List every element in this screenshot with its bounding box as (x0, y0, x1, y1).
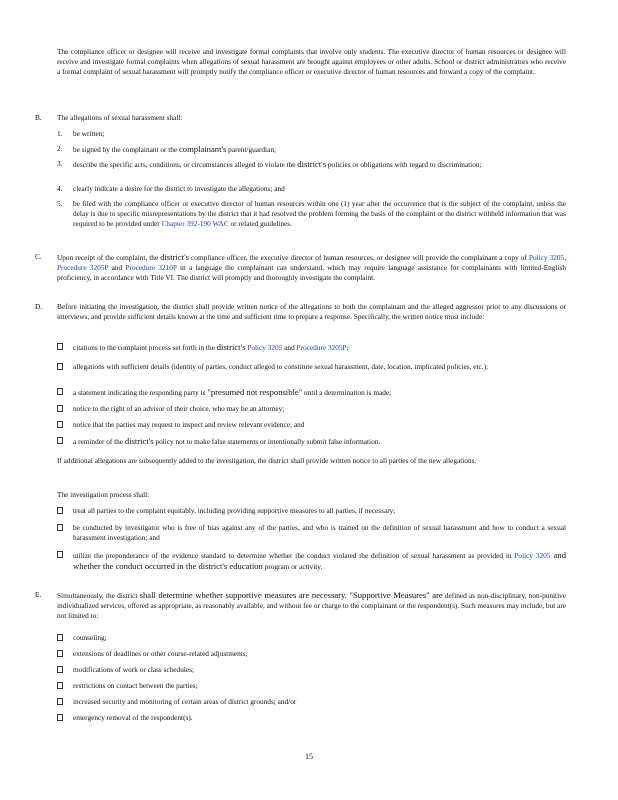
emphasis-run: district's (297, 159, 327, 169)
policy-3205-link[interactable]: Policy 3205 (514, 551, 551, 560)
list-item: be written; (73, 129, 105, 138)
text-run: until a determination is made; (302, 388, 392, 397)
section-c-paragraph (57, 252, 566, 283)
emphasis-run: district's (160, 252, 190, 262)
text-run: compliance officer, the executive director of human resources, or designee will provide the complainant a copy of (189, 253, 529, 262)
section-b-text: The allegations of sexual harassment shall: (57, 113, 183, 122)
bullet-icon (57, 507, 63, 514)
text-run: program or activity. (262, 562, 323, 571)
bullet-icon (57, 524, 63, 531)
bullet-icon (57, 698, 63, 705)
bullet-icon (57, 437, 63, 444)
section-d-paragraph: Before initiating the investigation, the district shall provide written notice of the allegations to both the complainant and the alleged aggressor prior to any discussions or interviews, and provide sufficient details known at the time and sufficient time to prepare a response. Specifically, the written notice must include: (57, 302, 566, 321)
text-run: in a language the complainant can understand, which may require language assistance for complainants with limited-English proficiency, in accordance with Title VI. The district will promptly and thoroughly investigate the complaint. (57, 263, 566, 282)
list-number: 5. (57, 199, 63, 208)
text-run: utilize the preponderance of the evidence standard to determine whether the conduct violated the definition of sexual harassment as provided in (73, 551, 515, 560)
text-run: Upon receipt of the complaint, the (57, 253, 161, 262)
text-run: parent/guardian; (226, 145, 276, 154)
list-item: extensions of deadlines or other course-related adjustments; (73, 649, 248, 658)
bullet-icon (57, 388, 63, 395)
list-item: modifications of work or class schedules; (73, 665, 194, 674)
bullet-icon (57, 421, 63, 428)
text-run: or related guidelines. (228, 219, 292, 228)
bullet-icon (57, 714, 63, 721)
list-item: increased security and monitoring of certain areas of district grounds; and/or (73, 697, 297, 706)
list-item: notice that the parties may request to inspect and review relevant evidence; and (73, 420, 305, 429)
list-number: 4. (57, 184, 63, 193)
bullet-icon (57, 363, 63, 370)
text-run: ; (346, 343, 349, 352)
text-run: policies or obligations with regard to discrimination; (326, 160, 482, 169)
emphasis-run: district's (216, 342, 246, 352)
list-item: notice to the right of an advisor of their choice, who may be an attorney; (73, 404, 285, 413)
bullet-icon (57, 634, 63, 641)
chapter-link[interactable]: Chapter 392-190 WAC (161, 219, 229, 228)
list-number: 2. (57, 144, 63, 153)
text-run: Simultaneously, the district (57, 591, 140, 600)
list-number: 3. (57, 159, 63, 168)
section-d-label: D. (35, 302, 43, 311)
bullet-icon (57, 682, 63, 689)
policy-3205-link[interactable]: Policy 3205 (528, 253, 565, 262)
list-item (73, 436, 566, 447)
text-run: citations to the complaint process set forth in the (73, 343, 217, 352)
text-run: policy not to make false statements or intentionally submit false information. (153, 437, 381, 446)
text-run: a statement indicating the responding party is (73, 388, 208, 397)
list-item (73, 159, 566, 170)
text-run: be signed by the complainant or the (73, 145, 179, 154)
list-item (73, 550, 566, 572)
emphasis-run: shall determine whether supportive measures are necessary. "Supportive Measures" are (139, 590, 443, 600)
bullet-icon (57, 405, 63, 412)
policy-3205-link[interactable]: Policy 3205 (247, 343, 283, 352)
intro-paragraph: The compliance officer or designee will receive and investigate formal complaints that involve only students. The executive director of human resources or designee will receive and investigate formal complaints when allegations of sexual harassment are brought against employees or other adults. School or district administrators who receive a formal complaint of sexual harassment will promptly notify the compliance officer or executive director of human resources and forward a copy of the complaint. (57, 47, 566, 76)
list-item: be conducted by investigator who is free of bias against any of the parties, and who is trained on the definition of sexual harassment and how to conduct a sexual harassment investigation; and (73, 523, 566, 542)
procedure-3210p-link[interactable]: Procedure 3210P (125, 263, 177, 272)
procedure-3205p-link[interactable]: Procedure 3205P (57, 263, 109, 272)
additional-allegations-paragraph: If additional allegations are subsequently added to the investigation, the district shall provide written notice to all parties of the new allegations. (57, 456, 477, 465)
emphasis-run: and whether the conduct occurred in the district's education (73, 550, 567, 571)
section-e-paragraph (57, 590, 566, 621)
list-item (73, 144, 566, 155)
list-item: counseling; (73, 633, 107, 642)
procedure-3205p-link[interactable]: Procedure 3205P (296, 343, 347, 352)
list-item (73, 387, 566, 398)
emphasis-run: district's (124, 436, 154, 446)
list-item: clearly indicate a desire for the district to investigate the allegations; and (73, 184, 285, 193)
section-c-label: C. (35, 252, 42, 261)
list-number: 1. (57, 129, 63, 138)
section-b-label: B. (35, 113, 42, 122)
emphasis-run: complainant's (178, 144, 227, 154)
bullet-icon (57, 551, 63, 558)
text-run: and (108, 263, 126, 272)
text-run: , (564, 253, 567, 262)
list-item: treat all parties to the complaint equitably, including providing supportive measures to all parties, if necessary; (73, 506, 396, 515)
emphasis-run: "presumed not responsible" (207, 387, 303, 397)
text-run: a reminder of the (73, 437, 125, 446)
list-item: emergency removal of the respondent(s). (73, 713, 193, 722)
text-run: defined as non-disciplinary, non-punitive individualized services, offered as appropriate, as reasonably available, and without fee or charge to the complainant or the respondent(s). Such measures may include, but are not limited to: (57, 591, 566, 620)
bullet-icon (57, 343, 63, 350)
list-item (73, 199, 566, 229)
text-run: be filed with the compliance officer or executive director of human resources within one (1) year after the occurrence that is the subject of the complaint, unless the delay is due to specific misrepresentations by the district that it had resolved the problem forming the basis of the complaint or the district withheld information that was required to be provided under (73, 199, 566, 228)
investigation-process-intro: The investigation process shall: (57, 490, 150, 499)
section-e-label: E. (35, 590, 42, 599)
text-run: describe the specific acts, conditions, or circumstances alleged to violate the (73, 160, 298, 169)
page-number: 15 (305, 752, 313, 761)
list-item: restrictions on contact between the parties; (73, 681, 198, 690)
list-item: allegations with sufficient details (identity of parties, conduct alleged to constitute sexual harassment, date, location, implicated policies, etc.); (73, 362, 489, 371)
bullet-icon (57, 650, 63, 657)
list-item (73, 342, 566, 353)
text-run: and (282, 343, 297, 352)
bullet-icon (57, 666, 63, 673)
